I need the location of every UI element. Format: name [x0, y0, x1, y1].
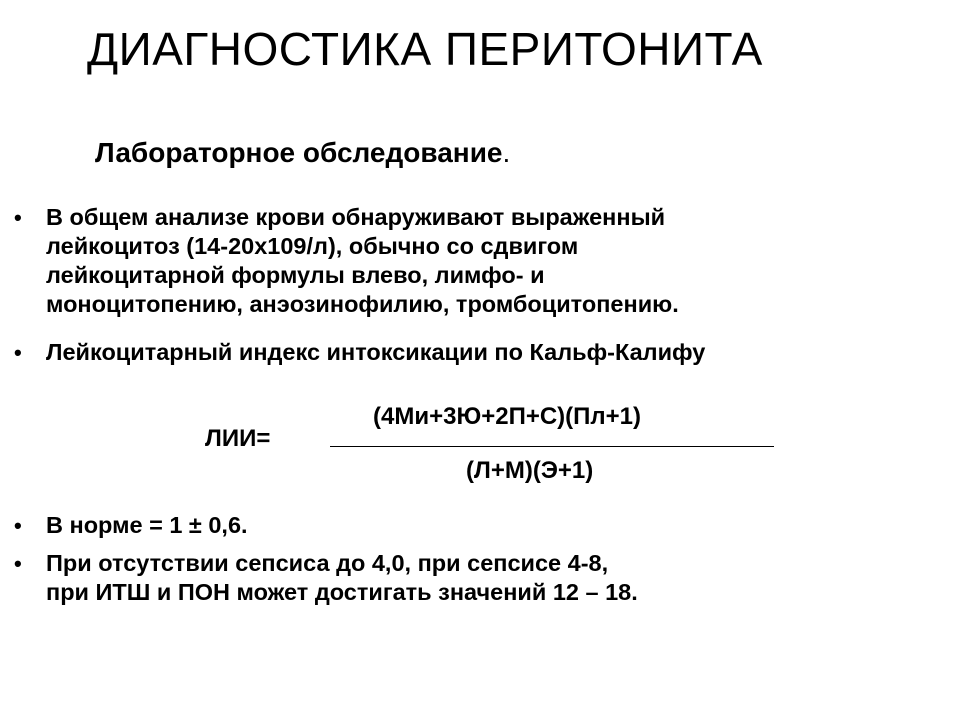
section-subtitle	[95, 137, 510, 169]
subtitle-period: .	[502, 137, 511, 168]
bullet-text	[46, 203, 679, 319]
bullet-line: В общем анализе крови обнаруживают выраженный	[46, 204, 666, 230]
slide-title: ДИАГНОСТИКА ПЕРИТОНИТА	[87, 23, 763, 75]
bullet-text	[46, 511, 248, 540]
bullet-line: лейкоцитоз (14-20х109/л), обычно со сдвигом	[46, 233, 579, 259]
bullet-icon: •	[14, 340, 22, 365]
bullet-text	[46, 338, 705, 367]
bullet-line: лейкоцитарной формулы влево, лимфо- и	[46, 262, 545, 288]
bullet-line: При отсутствии сепсиса до 4,0, при сепсисе 4-8,	[46, 550, 609, 576]
bullet-line: Лейкоцитарный индекс интоксикации по Кальф-Калифу	[46, 339, 706, 365]
fraction-line	[330, 446, 774, 447]
bullet-icon: •	[14, 205, 22, 230]
bullet-line: моноцитопению, анэозинофилию, тромбоцитопению.	[46, 291, 679, 317]
bullet-line: при ИТШ и ПОН может достигать значений 12 – 18.	[46, 579, 638, 605]
formula-label: ЛИИ=	[205, 425, 271, 452]
subtitle-text: Лабораторное обследование	[95, 137, 503, 168]
bullet-icon: •	[14, 551, 22, 576]
bullet-icon: •	[14, 513, 22, 538]
bullet-text	[46, 549, 638, 607]
formula-denominator: (Л+М)(Э+1)	[466, 457, 594, 484]
bullet-line: В норме = 1 ± 0,6.	[46, 512, 248, 538]
formula-numerator: (4Ми+3Ю+2П+С)(Пл+1)	[373, 403, 641, 430]
